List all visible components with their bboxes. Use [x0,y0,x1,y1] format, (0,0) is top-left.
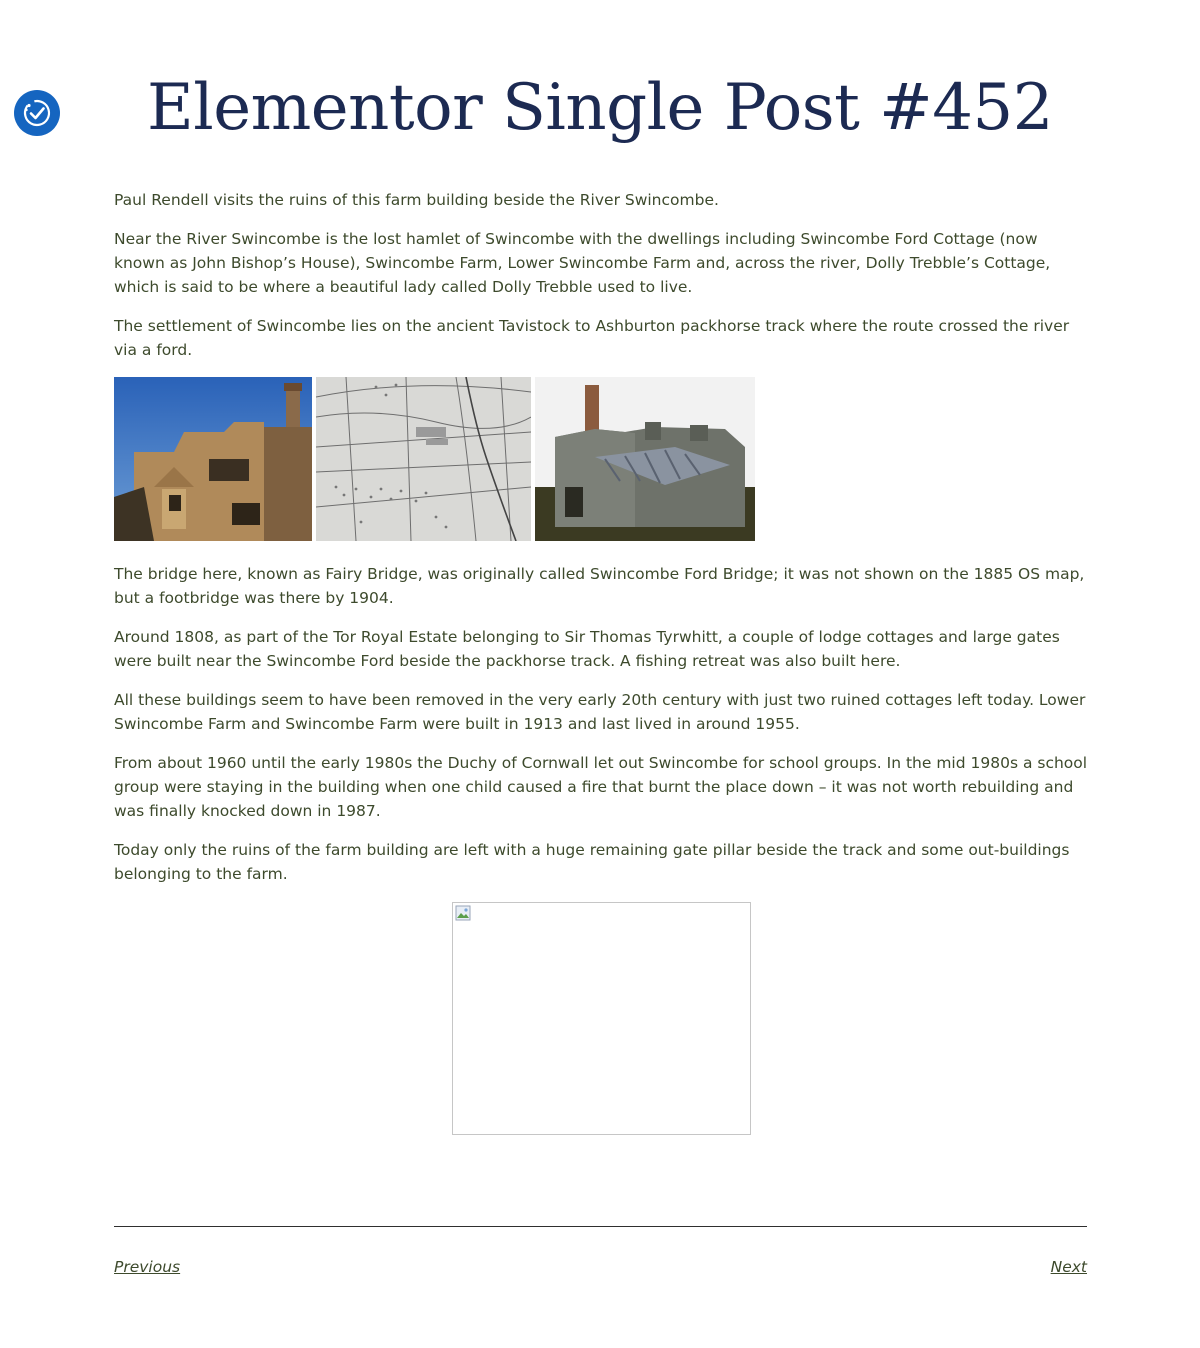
image-gallery [114,377,1089,541]
previous-link[interactable]: Previous [114,1258,181,1276]
paragraph: From about 1960 until the early 1980s the Duchy of Cornwall let out Swincombe for school groups. In the mid 1980s a school group were staying in the building when one child caused a fire that burnt the place down – it was not worth rebuilding and was finally knocked down in 1987. [114,754,1088,820]
broken-image-placeholder [452,902,751,1135]
paragraph: Near the River Swincombe is the lost hamlet of Swincombe with the dwellings including Swincombe Ford Cottage (now known as John Bishop’s House), Swincombe Farm, Lower Swincombe Farm and, across the river, Dolly Trebble’s Cottage, which is said to be where a beautiful lady called Dolly Trebble used to live. [114,230,1051,296]
paragraph: All these buildings seem to have been removed in the very early 20th century with just two ruined cottages left today. Lower Swincombe Farm and Swincombe Farm were built in 1913 and last lived in around 1955. [114,691,1086,733]
post-content [114,188,1089,1135]
next-link[interactable]: Next [1050,1258,1087,1276]
paragraph: Paul Rendell visits the ruins of this farm building beside the River Swincombe. [114,191,719,209]
ruined-cottage-photo[interactable] [535,377,755,541]
page-title: Elementor Single Post #452 [147,71,1053,145]
paragraph: The bridge here, known as Fairy Bridge, was originally called Swincombe Ford Bridge; it was not shown on the 1885 OS map, but a footbridge was there by 1904. [114,565,1085,607]
broken-image-icon [455,905,471,921]
paragraph: Today only the ruins of the farm building are left with a huge remaining gate pillar beside the track and some out-buildings belonging to the farm. [114,841,1070,883]
old-map-photo[interactable] [316,377,531,541]
paragraph: The settlement of Swincombe lies on the ancient Tavistock to Ashburton packhorse track where the route crossed the river via a ford. [114,317,1070,359]
post-navigation [114,1258,1087,1276]
divider [114,1226,1087,1227]
ruined-house-photo[interactable] [114,377,312,541]
paragraph: Around 1808, as part of the Tor Royal Estate belonging to Sir Thomas Tyrwhitt, a couple of lodge cottages and large gates were built near the Swincombe Ford beside the packhorse track. A fishing retreat was also built here. [114,628,1060,670]
